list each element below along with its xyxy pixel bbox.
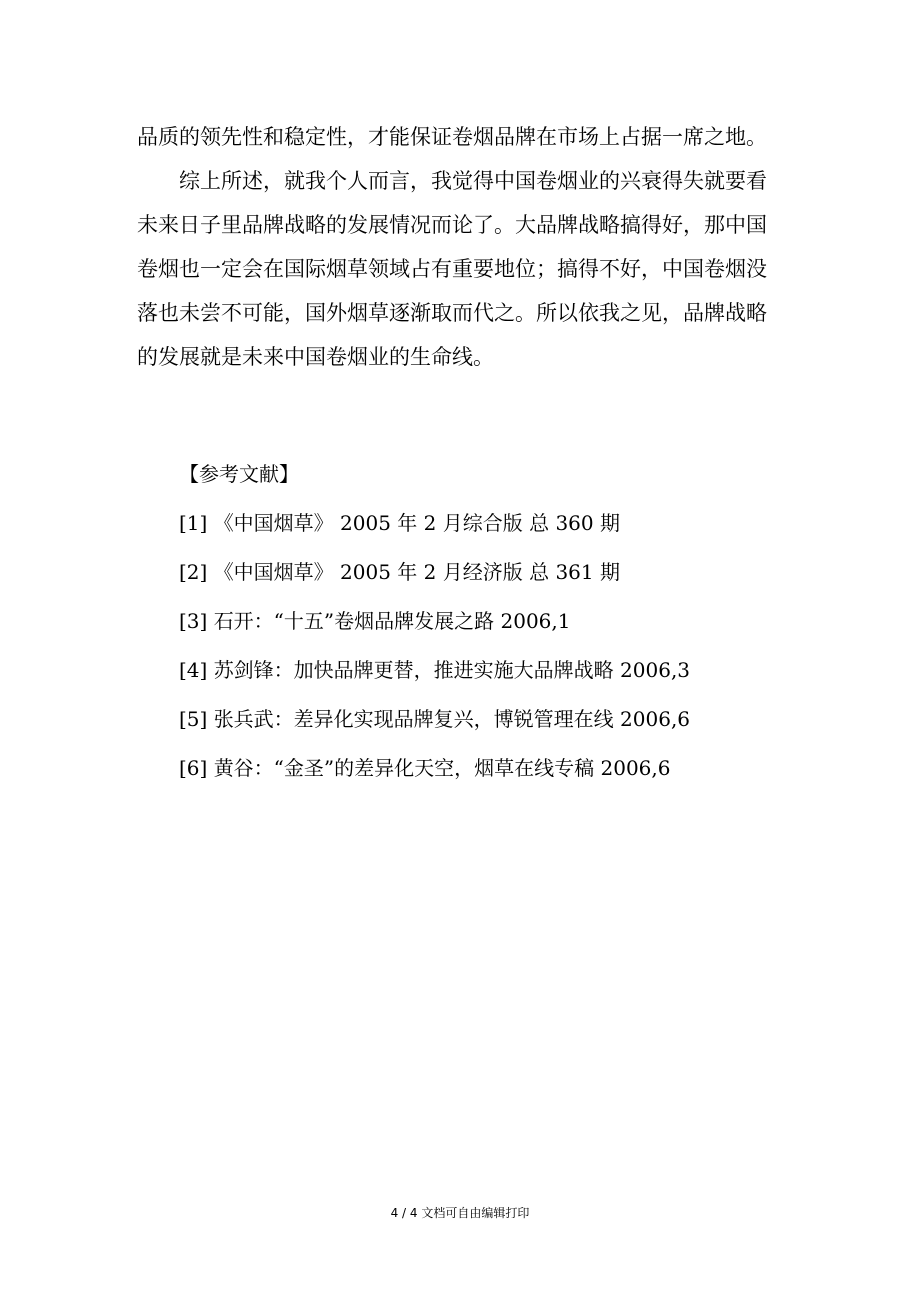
paragraph-2-line: 的发展就是未来中国卷烟业的生命线。 <box>137 345 494 369</box>
paragraph-1-line: 品质的领先性和稳定性，才能保证卷烟品牌在市场上占据一席之地。 <box>137 125 767 149</box>
reference-item: [3] 石开：“十五”卷烟品牌发展之路 2006,1 <box>179 609 571 633</box>
references-heading: 【参考文献】 <box>179 462 299 486</box>
reference-item: [5] 张兵武：差异化实现品牌复兴，博锐管理在线 2006,6 <box>179 707 691 731</box>
paragraph-2-line: 落也未尝不可能，国外烟草逐渐取而代之。所以依我之见，品牌战略 <box>137 301 767 325</box>
reference-item: [4] 苏剑锋：加快品牌更替，推进实施大品牌战略 2006,3 <box>179 658 691 682</box>
paragraph-2-line: 未来日子里品牌战略的发展情况而论了。大品牌战略搞得好，那中国 <box>137 213 767 237</box>
reference-item: [2] 《中国烟草》 2005 年 2 月经济版 总 361 期 <box>179 560 620 584</box>
page-footer: 4 / 4 文档可自由编辑打印 <box>390 1206 530 1220</box>
reference-item: [1] 《中国烟草》 2005 年 2 月综合版 总 360 期 <box>179 511 620 535</box>
paragraph-2 <box>137 159 787 379</box>
references-section <box>179 450 799 793</box>
reference-item: [6] 黄谷：“金圣”的差异化天空，烟草在线专稿 2006,6 <box>179 756 671 780</box>
paragraph-2-line: 卷烟也一定会在国际烟草领域占有重要地位；搞得不好，中国卷烟没 <box>137 257 767 281</box>
paragraph-2-line: 综上所述，就我个人而言，我觉得中国卷烟业的兴衰得失就要看 <box>179 169 767 193</box>
paragraph-1 <box>137 115 787 159</box>
